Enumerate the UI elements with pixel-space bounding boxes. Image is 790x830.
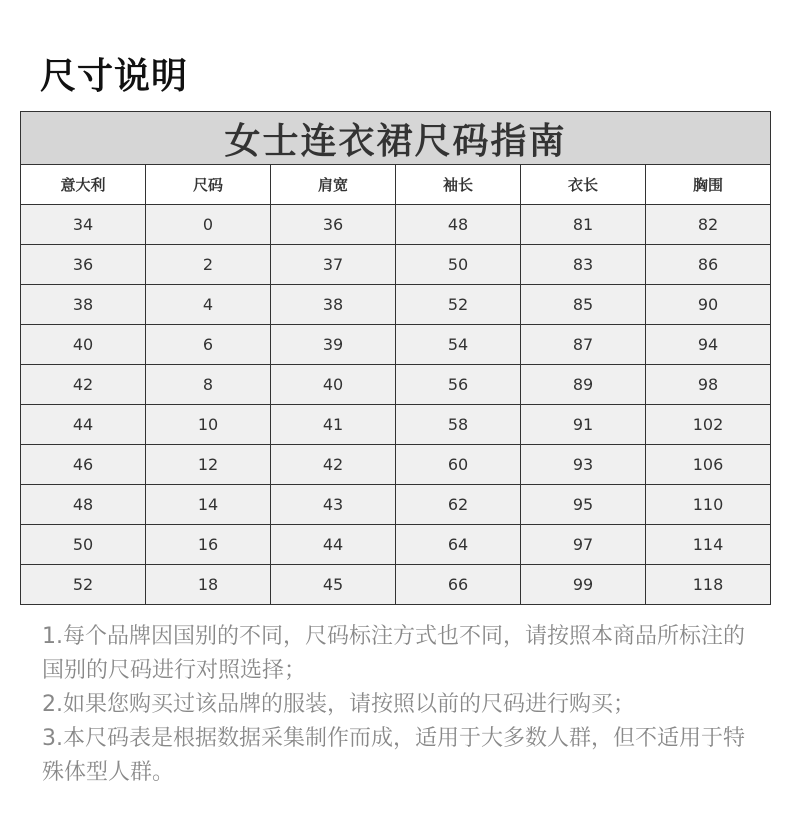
table-cell: 106 <box>646 445 771 485</box>
size-guide-table <box>20 111 771 605</box>
table-cell: 56 <box>396 365 521 405</box>
table-cell: 102 <box>646 405 771 445</box>
column-header-size: 尺码 <box>146 165 271 205</box>
note-item: 2.如果您购买过该品牌的服装，请按照以前的尺码进行购买； <box>42 692 635 717</box>
note-item: 3.本尺码表是根据数据采集制作而成，适用于大多数人群，但不适用于特殊体型人群。 <box>42 726 745 785</box>
table-cell: 54 <box>396 325 521 365</box>
table-cell: 0 <box>146 205 271 245</box>
table-row <box>21 285 771 325</box>
table-cell: 86 <box>646 245 771 285</box>
table-cell: 18 <box>146 565 271 605</box>
table-cell: 90 <box>646 285 771 325</box>
note-item: 1.每个品牌因国别的不同，尺码标注方式也不同，请按照本商品所标注的国别的尺码进行对照选择； <box>42 624 745 683</box>
table-cell: 39 <box>271 325 396 365</box>
table-cell: 42 <box>271 445 396 485</box>
table-row <box>21 525 771 565</box>
table-banner-row <box>21 112 771 165</box>
table-header-row <box>21 165 771 205</box>
page-title: 尺寸说明 <box>40 56 189 97</box>
table-cell: 60 <box>396 445 521 485</box>
table-cell: 43 <box>271 485 396 525</box>
table-cell: 52 <box>21 565 146 605</box>
table-cell: 98 <box>646 365 771 405</box>
table-cell: 37 <box>271 245 396 285</box>
table-cell: 94 <box>646 325 771 365</box>
table-cell: 81 <box>521 205 646 245</box>
table-cell: 4 <box>146 285 271 325</box>
table-row <box>21 565 771 605</box>
table-cell: 48 <box>21 485 146 525</box>
column-header-length: 衣长 <box>521 165 646 205</box>
table-cell: 62 <box>396 485 521 525</box>
table-cell: 52 <box>396 285 521 325</box>
column-header-bust: 胸围 <box>646 165 771 205</box>
table-cell: 110 <box>646 485 771 525</box>
table-cell: 99 <box>521 565 646 605</box>
table-row <box>21 365 771 405</box>
table-cell: 44 <box>21 405 146 445</box>
column-header-sleeve: 袖长 <box>396 165 521 205</box>
table-cell: 40 <box>21 325 146 365</box>
table-row <box>21 445 771 485</box>
table-cell: 114 <box>646 525 771 565</box>
size-notes <box>42 620 762 790</box>
table-cell: 85 <box>521 285 646 325</box>
table-cell: 44 <box>271 525 396 565</box>
table-cell: 10 <box>146 405 271 445</box>
table-cell: 95 <box>521 485 646 525</box>
column-header-shoulder: 肩宽 <box>271 165 396 205</box>
table-cell: 89 <box>521 365 646 405</box>
table-cell: 2 <box>146 245 271 285</box>
table-body <box>21 205 771 605</box>
table-cell: 58 <box>396 405 521 445</box>
table-cell: 12 <box>146 445 271 485</box>
table-cell: 36 <box>21 245 146 285</box>
table-cell: 93 <box>521 445 646 485</box>
table-cell: 6 <box>146 325 271 365</box>
table-cell: 50 <box>21 525 146 565</box>
table-cell: 46 <box>21 445 146 485</box>
table-cell: 14 <box>146 485 271 525</box>
table-cell: 82 <box>646 205 771 245</box>
table-cell: 45 <box>271 565 396 605</box>
table-row <box>21 405 771 445</box>
table-cell: 66 <box>396 565 521 605</box>
table-cell: 38 <box>271 285 396 325</box>
table-cell: 97 <box>521 525 646 565</box>
table-cell: 42 <box>21 365 146 405</box>
table-banner-title: 女士连衣裙尺码指南 <box>21 112 771 165</box>
table-cell: 48 <box>396 205 521 245</box>
table-cell: 83 <box>521 245 646 285</box>
table-cell: 36 <box>271 205 396 245</box>
table-row <box>21 485 771 525</box>
table-cell: 50 <box>396 245 521 285</box>
table-cell: 34 <box>21 205 146 245</box>
column-header-italy: 意大利 <box>21 165 146 205</box>
table-cell: 8 <box>146 365 271 405</box>
table-cell: 91 <box>521 405 646 445</box>
table-row <box>21 205 771 245</box>
table-cell: 38 <box>21 285 146 325</box>
table-cell: 118 <box>646 565 771 605</box>
table-row <box>21 325 771 365</box>
table-cell: 16 <box>146 525 271 565</box>
table-cell: 40 <box>271 365 396 405</box>
table-cell: 64 <box>396 525 521 565</box>
table-cell: 87 <box>521 325 646 365</box>
table-cell: 41 <box>271 405 396 445</box>
table-row <box>21 245 771 285</box>
